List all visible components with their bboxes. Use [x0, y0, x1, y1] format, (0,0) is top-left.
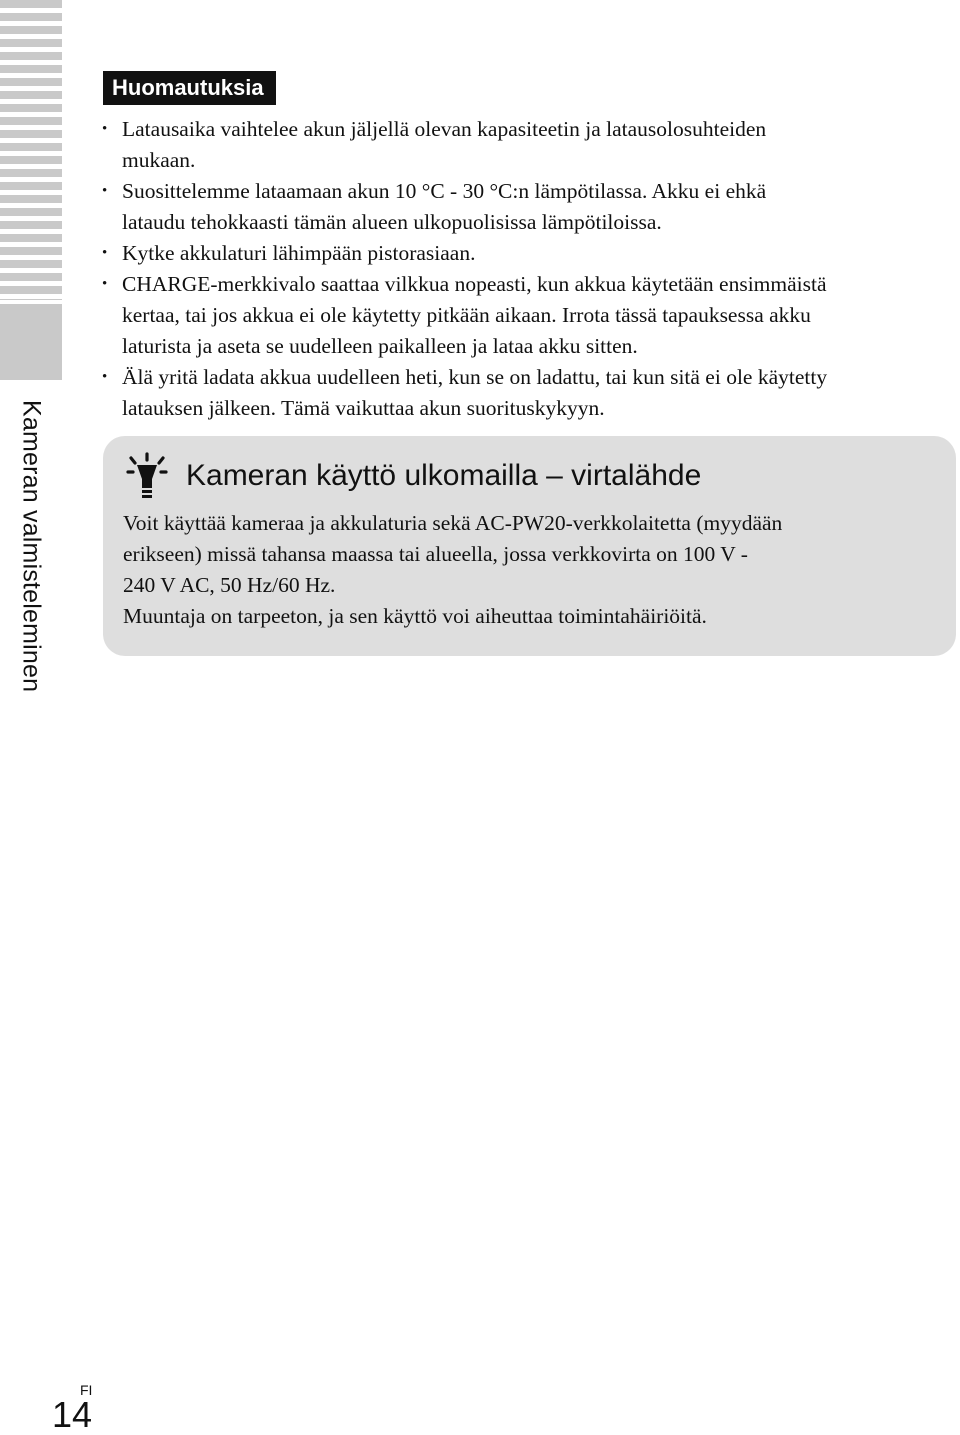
tip-body [123, 508, 923, 632]
page-number: 14 [52, 1394, 93, 1435]
note-line: Kytke akkulaturi lähimpään pistorasiaan. [122, 241, 476, 265]
side-tab-stripes [0, 0, 62, 300]
note-item [100, 238, 960, 269]
bullet: • [102, 369, 108, 385]
note-line: CHARGE-merkkivalo saattaa vilkkua nopeasti, kun akkua käytetään ensimmäistä [122, 272, 827, 296]
bullet: • [102, 121, 108, 137]
side-tab-block [0, 304, 62, 380]
note-line: Suosittelemme lataamaan akun 10 °C - 30 °C:n lämpötilassa. Akku ei ehkä [122, 179, 767, 203]
note-line: kertaa, tai jos akkua ei ole käytetty pitkään aikaan. Irrota tässä tapauksessa akku [122, 303, 811, 327]
tip-line: Voit käyttää kameraa ja akkulaturia sekä AC-PW20-verkkolaitetta (myydään [123, 511, 783, 535]
notes-heading: Huomautuksia [103, 71, 276, 105]
note-item [100, 176, 960, 238]
note-item [100, 362, 960, 424]
bullet: • [102, 276, 108, 292]
tip-line: erikseen) missä tahansa maassa tai alueella, jossa verkkovirta on 100 V - [123, 542, 748, 566]
bullet: • [102, 245, 108, 261]
tip-box [103, 436, 956, 656]
note-line: laturista ja aseta se uudelleen paikalleen ja lataa akku sitten. [122, 334, 638, 358]
note-line: mukaan. [122, 148, 196, 172]
page-language: FI [80, 1382, 93, 1398]
bullet: • [102, 183, 108, 199]
tip-line: Muuntaja on tarpeeton, ja sen käyttö voi aiheuttaa toimintahäiriöitä. [123, 604, 707, 628]
notes-list [100, 114, 960, 424]
lightbulb-icon [125, 452, 169, 500]
note-item [100, 114, 960, 176]
note-line: Älä yritä ladata akkua uudelleen heti, kun se on ladattu, tai kun sitä ei ole käytetty [122, 365, 828, 389]
tip-line: 240 V AC, 50 Hz/60 Hz. [123, 573, 336, 597]
tip-title: Kameran käyttö ulkomailla – virtalähde [186, 459, 702, 492]
note-line: lataudu tehokkaasti tämän alueen ulkopuolisissa lämpötiloissa. [122, 210, 662, 234]
side-tab-label [8, 400, 54, 730]
side-tab-text: Kameran valmisteleminen [17, 400, 46, 693]
note-item [100, 269, 960, 362]
note-line: latauksen jälkeen. Tämä vaikuttaa akun suorituskykyyn. [122, 396, 605, 420]
note-line: Latausaika vaihtelee akun jäljellä olevan kapasiteetin ja latausolosuhteiden [122, 117, 767, 141]
